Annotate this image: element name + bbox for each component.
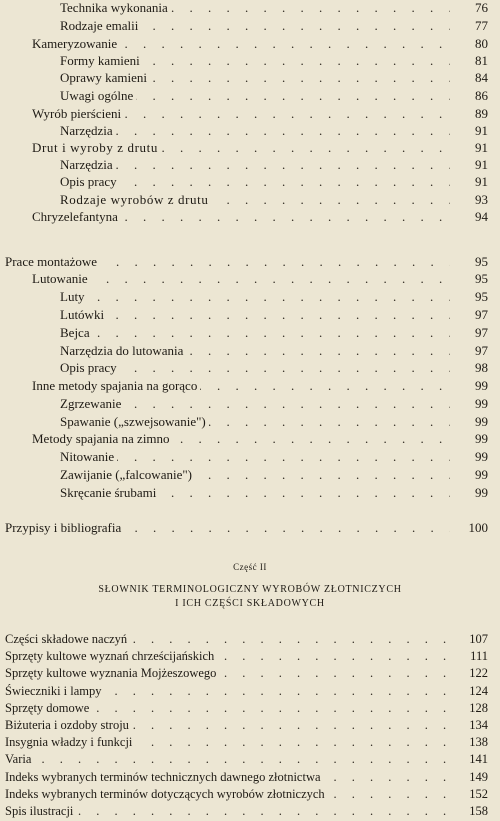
toc-entry-label: Zawijanie („falcowanie") (60, 466, 195, 484)
toc-leader-dots (60, 448, 450, 466)
toc-entry-label: Przypisy i bibliografia (5, 519, 124, 537)
toc-entry-page: 95 (458, 270, 488, 288)
toc-entry (0, 430, 500, 448)
toc-entry-page: 99 (458, 466, 488, 484)
toc-entry (0, 156, 500, 174)
toc-entry-page: 77 (458, 17, 488, 35)
section-title-line-1: SŁOWNIK TERMINOLOGICZNY WYROBÓW ZŁOTNICZYCH (98, 584, 402, 595)
toc-entry-page: 99 (458, 484, 488, 502)
toc-leader-dots (60, 324, 450, 342)
toc-entry (0, 699, 500, 717)
toc-leader-dots (60, 156, 450, 174)
toc-entry-label: Spis ilustracji (5, 802, 76, 820)
toc-entry-label: Luty (60, 288, 88, 306)
toc-entry-label: Narzędzia do lutowania (60, 342, 186, 360)
toc-entry (0, 630, 500, 648)
toc-entry (0, 69, 500, 87)
toc-entry-label: Opis pracy (60, 173, 120, 191)
toc-entry-page: 80 (458, 35, 488, 53)
toc-leader-dots (60, 306, 450, 324)
toc-entry-label: Indeks wybranych terminów dotyczących wyrobów złotniczych (5, 785, 328, 803)
toc-entry (0, 359, 500, 377)
toc-entry (0, 733, 500, 751)
toc-entry (0, 17, 500, 35)
toc-entry-page: 97 (458, 324, 488, 342)
toc-entry-label: Spawanie („szwejsowanie") (60, 413, 209, 431)
toc-entry-page: 128 (458, 699, 488, 717)
toc-entry-label: Rodzaje emalii (60, 17, 141, 35)
toc-entry-page: 141 (458, 750, 488, 768)
toc-entry-label: Nitowanie (60, 448, 117, 466)
toc-entry-label: Lutowanie (32, 270, 91, 288)
toc-entry (0, 519, 500, 537)
toc-entry (0, 664, 500, 682)
toc-entry (0, 342, 500, 360)
toc-entry-page: 89 (458, 105, 488, 123)
toc-entry-label: Rodzaje wyrobów z drutu (60, 191, 211, 209)
toc-entry (0, 288, 500, 306)
toc-entry (0, 768, 500, 786)
toc-entry-page: 122 (458, 664, 488, 682)
toc-entry (0, 395, 500, 413)
toc-entry-label: Biżuteria i ozdoby stroju (5, 716, 132, 734)
toc-entry-label: Varia (5, 750, 34, 768)
toc-entry (0, 173, 500, 191)
toc-entry-page: 158 (458, 802, 488, 820)
toc-entry-page: 111 (458, 647, 488, 665)
toc-entry-page: 91 (458, 156, 488, 174)
toc-entry (0, 716, 500, 734)
toc-entry-page: 100 (458, 519, 488, 537)
toc-entry-label: Sprzęty kultowe wyznań chrześcijańskich (5, 647, 217, 665)
toc-entry-label: Świeczniki i lampy (5, 682, 105, 700)
toc-entry (0, 377, 500, 395)
toc-entry-label: Sprzęty kultowe wyznania Mojżeszowego (5, 664, 219, 682)
toc-entry-label: Skręcanie śrubami (60, 484, 159, 502)
toc-entry-label: Sprzęty domowe (5, 699, 92, 717)
toc-entry (0, 802, 500, 820)
toc-entry-label: Narzędzia (60, 156, 116, 174)
toc-entry-page: 86 (458, 87, 488, 105)
toc-entry-label: Technika wykonania (60, 0, 171, 17)
toc-entry-label: Uwagi ogólne (60, 87, 136, 105)
toc-entry-page: 152 (458, 785, 488, 803)
toc-entry-label: Chryzelefantyna (32, 208, 121, 226)
toc-entry-label: Insygnia władzy i funkcji (5, 733, 135, 751)
toc-entry-page: 107 (458, 630, 488, 648)
toc-entry-page: 99 (458, 395, 488, 413)
toc-entry (0, 191, 500, 209)
toc-entry (0, 122, 500, 140)
toc-entry (0, 52, 500, 70)
toc-entry-page: 138 (458, 733, 488, 751)
toc-leader-dots (5, 750, 450, 768)
toc-entry-label: Formy kamieni (60, 52, 143, 70)
toc-entry-page: 149 (458, 768, 488, 786)
toc-entry-label: Metody spajania na zimno (32, 430, 173, 448)
toc-entry-page: 94 (458, 208, 488, 226)
toc-leader-dots (60, 288, 450, 306)
toc-entry (0, 87, 500, 105)
toc-entry-page: 99 (458, 377, 488, 395)
toc-entry-label: Bejca (60, 324, 93, 342)
toc-entry-page: 91 (458, 122, 488, 140)
toc-entry (0, 324, 500, 342)
toc-entry (0, 647, 500, 665)
toc-entry-label: Oprawy kamieni (60, 69, 150, 87)
toc-entry-page: 95 (458, 253, 488, 271)
toc-entry-label: Opis pracy (60, 359, 120, 377)
toc-entry-label: Inne metody spajania na gorąco (32, 377, 200, 395)
toc-entry-page: 84 (458, 69, 488, 87)
toc-entry-page: 99 (458, 448, 488, 466)
toc-entry (0, 105, 500, 123)
section-title-line-2: I ICH CZĘŚCI SKŁADOWYCH (175, 598, 325, 609)
toc-entry (0, 270, 500, 288)
toc-entry-page: 98 (458, 359, 488, 377)
toc-entry (0, 682, 500, 700)
toc-entry (0, 0, 500, 17)
toc-entry-page: 95 (458, 288, 488, 306)
toc-entry-page: 91 (458, 139, 488, 157)
toc-entry (0, 484, 500, 502)
toc-entry-label: Wyrób pierścieni (32, 105, 124, 123)
toc-entry (0, 750, 500, 768)
toc-entry (0, 35, 500, 53)
toc-entry (0, 413, 500, 431)
toc-entry-page: 97 (458, 342, 488, 360)
toc-entry (0, 466, 500, 484)
toc-entry-page: 93 (458, 191, 488, 209)
toc-entry-page: 99 (458, 413, 488, 431)
toc-entry-page: 134 (458, 716, 488, 734)
toc-entry (0, 448, 500, 466)
toc-entry (0, 785, 500, 803)
toc-entry-page: 99 (458, 430, 488, 448)
toc-entry-page: 124 (458, 682, 488, 700)
toc-entry-label: Indeks wybranych terminów technicznych dawnego złotnictwa (5, 768, 324, 786)
toc-entry (0, 208, 500, 226)
toc-entry (0, 253, 500, 271)
toc-leader-dots (60, 122, 450, 140)
toc-entry-label: Drut i wyroby z drutu (32, 139, 161, 157)
part-heading: Część II (233, 562, 267, 572)
toc-entry-label: Części składowe naczyń (5, 630, 130, 648)
toc-entry-page: 81 (458, 52, 488, 70)
toc-entry-label: Zgrzewanie (60, 395, 124, 413)
toc-entry-page: 97 (458, 306, 488, 324)
toc-entry-label: Lutówki (60, 306, 107, 324)
toc-entry-label: Kameryzowanie (32, 35, 120, 53)
toc-entry-page: 91 (458, 173, 488, 191)
toc-entry-page: 76 (458, 0, 488, 17)
toc-entry (0, 139, 500, 157)
toc-entry-label: Narzędzia (60, 122, 116, 140)
toc-entry-label: Prace montażowe (5, 253, 100, 271)
toc-leader-dots (32, 270, 450, 288)
toc-entry (0, 306, 500, 324)
